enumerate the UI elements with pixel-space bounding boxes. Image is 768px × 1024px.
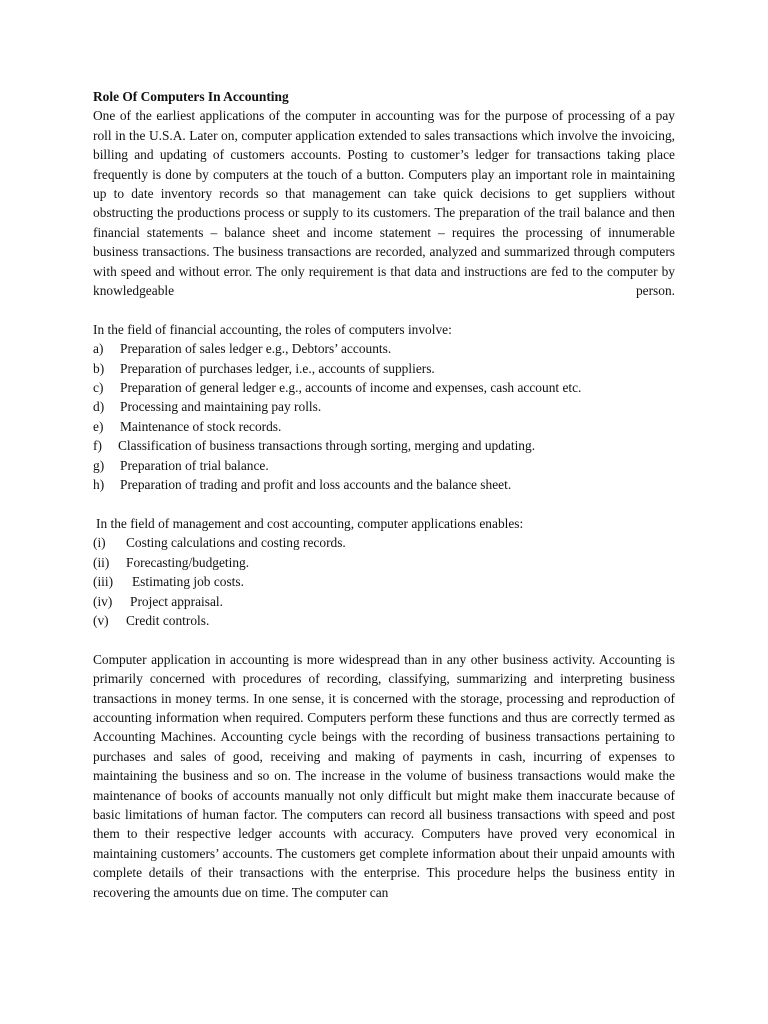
list-item: [93, 533, 675, 552]
list-marker: b): [93, 360, 105, 376]
document-title: Role Of Computers In Accounting: [93, 89, 289, 104]
list-marker: g): [93, 457, 105, 473]
list-marker: (i): [93, 535, 106, 551]
list-item: [93, 611, 675, 630]
list-item-text: Estimating job costs.: [132, 574, 244, 590]
document-page: [93, 87, 675, 902]
intro-paragraph: One of the earliest applications of the computer in accounting was for the purpose of processing of a pay roll in the U.S.A. Later on, computer application extended to sales transactions which involve the invoicing, billing and updating of customers accounts. Posting to customer’s ledger for transactions taking place frequently is done by computers at the touch of a button. Computers play an important role in maintaining up to date inventory records so that management can take quick decisions to get suppliers without obstructing the productions process or supply to its customers. The preparation of the trail balance and then financial statements – balance sheet and income statement – requires the processing of innumerable business transactions. The business transactions are recorded, analyzed and summarized through computers with speed and without error. The only requirement is that data and instructions are fed to the computer by knowledgeable person.: [93, 108, 675, 299]
list-item-text: Preparation of sales ledger e.g., Debtors’ accounts.: [120, 341, 392, 357]
list-item-text: Preparation of trial balance.: [120, 457, 269, 473]
list-marker: (iii): [93, 574, 114, 590]
list-item: [93, 359, 675, 378]
list-item-text: Forecasting/budgeting.: [126, 554, 250, 570]
list-item-text: Processing and maintaining pay rolls.: [120, 399, 322, 415]
list-item-text: Project appraisal.: [130, 593, 223, 609]
list-marker: f): [93, 438, 102, 454]
spacer: [93, 630, 675, 649]
list-marker: c): [93, 380, 104, 396]
list-item-text: Preparation of purchases ledger, i.e., accounts of suppliers.: [120, 360, 435, 376]
list-item: [93, 456, 675, 475]
list-item: [93, 592, 675, 611]
list-item: [93, 339, 675, 358]
list-item-text: Preparation of trading and profit and loss accounts and the balance sheet.: [120, 477, 512, 493]
list-marker: h): [93, 477, 105, 493]
list-marker: (v): [93, 612, 109, 628]
spacer: [93, 495, 675, 514]
list-marker: (iv): [93, 593, 113, 609]
financial-intro: In the field of financial accounting, the roles of computers involve:: [93, 321, 452, 337]
financial-roles-list: [93, 339, 675, 494]
list-marker: e): [93, 418, 104, 434]
spacer: [93, 300, 675, 319]
list-marker: d): [93, 399, 105, 415]
list-item: [93, 553, 675, 572]
list-item: [93, 572, 675, 591]
list-item: [93, 378, 675, 397]
list-marker: (ii): [93, 554, 110, 570]
list-item: [93, 475, 675, 494]
list-item: [93, 436, 675, 455]
list-item: [93, 417, 675, 436]
list-item-text: Costing calculations and costing records.: [126, 535, 346, 551]
list-item-text: Classification of business transactions through sorting, merging and updating.: [118, 438, 536, 454]
list-item-text: Credit controls.: [126, 612, 210, 628]
management-intro: In the field of management and cost accounting, computer applications enables:: [96, 515, 524, 531]
list-item-text: Maintenance of stock records.: [120, 418, 282, 434]
list-item: [93, 397, 675, 416]
management-applications-list: [93, 533, 675, 630]
list-marker: a): [93, 341, 104, 357]
list-item-text: Preparation of general ledger e.g., accounts of income and expenses, cash account etc.: [120, 380, 582, 396]
body-paragraph: Computer application in accounting is more widespread than in any other business activity. Accounting is primarily concerned with procedures of recording, classifying, summarizing and interpreting business transactions in money terms. In one sense, it is concerned with the storage, processing and reproduction of accounting information when required. Computers perform these functions and thus are correctly termed as Accounting Machines. Accounting cycle beings with the recording of business transactions pertaining to purchases and sales of good, receiving and making of payments in cash, incurring of expenses to maintaining the business and so on. The increase in the volume of business transactions would make the maintenance of books of accounts manually not only difficult but might make them inaccurate because of basic limitations of human factor. The computers can record all business transactions with speed and post them to their respective ledger accounts with accuracy. Computers have proved very economical in maintaining customers’ accounts. The customers get complete information about their unpaid amounts with complete details of their transactions with the enterprise. This procedure helps the business entity in recovering the amounts due on time. The computer can: [93, 651, 675, 900]
